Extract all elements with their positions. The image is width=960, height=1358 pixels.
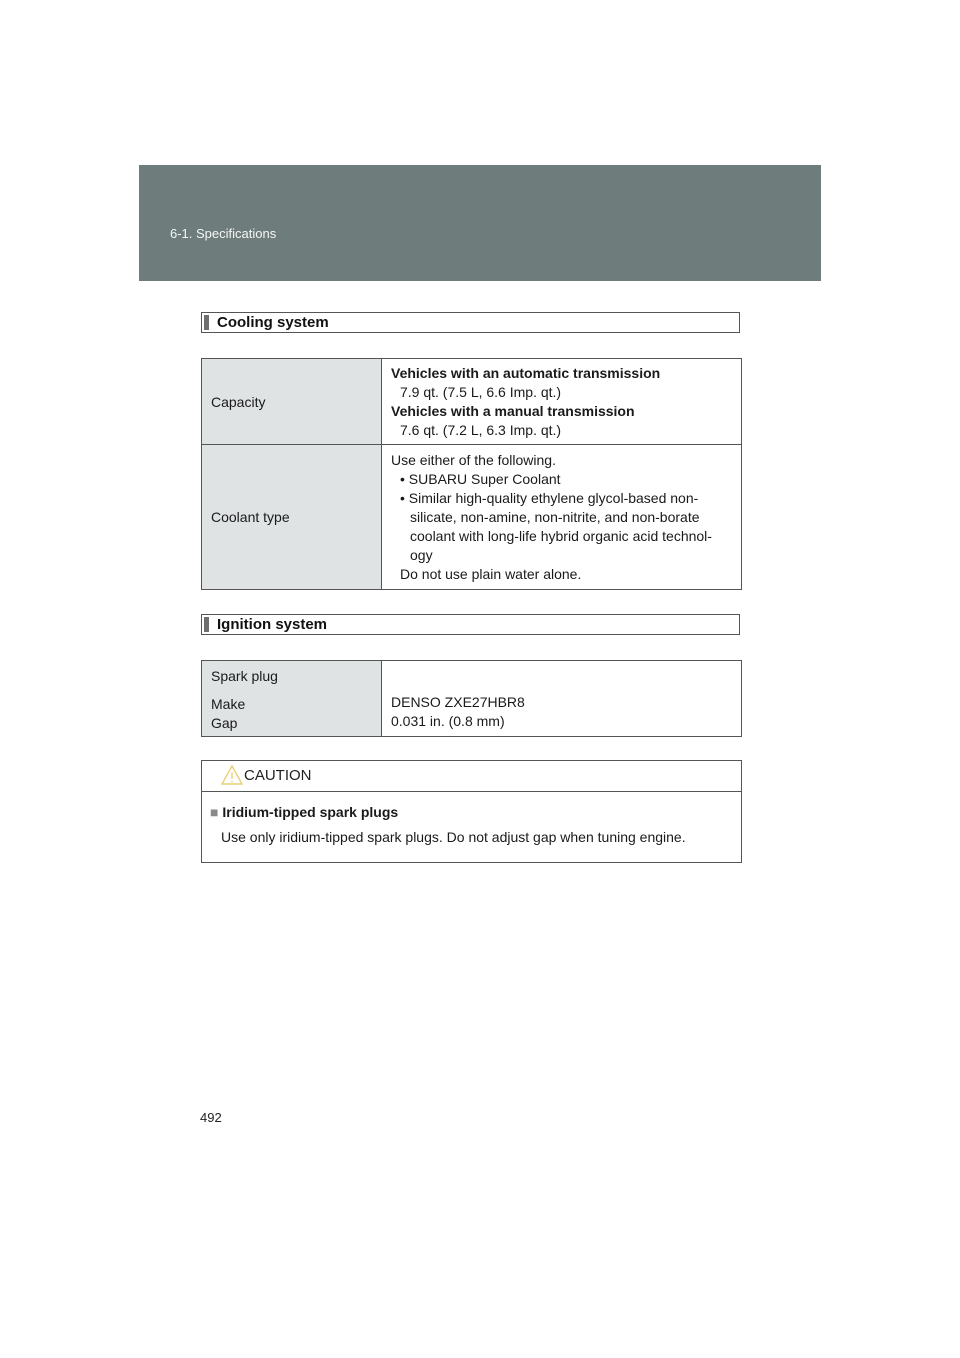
spark-plug-label: Spark plug <box>211 667 278 684</box>
gap-value: 0.031 in. (0.8 mm) <box>391 712 505 729</box>
table-row <box>202 445 742 590</box>
coolant-warning: Do not use plain water alone. <box>400 566 582 582</box>
page-number: 492 <box>200 1110 222 1125</box>
manual-transmission-title: Vehicles with a manual transmission <box>391 403 635 419</box>
caution-label: CAUTION <box>244 767 312 784</box>
capacity-value <box>382 359 742 445</box>
make-value: DENSO ZXE27HBR8 <box>391 693 525 710</box>
chapter-header-band <box>139 165 821 281</box>
coolant-option-2-cont: silicate, non-amine, non-nitrite, and non-borate <box>410 509 700 525</box>
gap-label: Gap <box>211 714 238 731</box>
ignition-system-heading <box>201 614 740 635</box>
coolant-type-value <box>382 445 742 590</box>
warning-triangle-icon <box>221 764 243 786</box>
coolant-option-2-cont: ogy <box>410 547 433 563</box>
coolant-intro: Use either of the following. <box>391 452 556 468</box>
square-bullet-icon: ■ <box>210 804 219 820</box>
coolant-type-label: Coolant type <box>202 445 382 590</box>
manual-transmission-value: 7.6 qt. (7.2 L, 6.3 Imp. qt.) <box>400 422 562 438</box>
coolant-option-2-cont: coolant with long-life hybrid organic acid technol- <box>410 528 712 544</box>
caution-text: Use only iridium-tipped spark plugs. Do not adjust gap when tuning engine. <box>221 829 686 845</box>
coolant-option-2: • Similar high-quality ethylene glycol-based non- <box>400 490 699 506</box>
caution-subheading <box>210 804 398 820</box>
cooling-system-title: Cooling system <box>217 314 329 331</box>
auto-transmission-title: Vehicles with an automatic transmission <box>391 365 661 381</box>
caution-subheading-text: Iridium-tipped spark plugs <box>222 804 399 820</box>
heading-marker-bar <box>204 315 209 330</box>
ignition-system-title: Ignition system <box>217 616 328 633</box>
caution-box <box>201 760 742 863</box>
table-row <box>202 359 742 445</box>
coolant-option-1: • SUBARU Super Coolant <box>400 471 561 487</box>
breadcrumb: 6-1. Specifications <box>170 226 277 241</box>
make-label: Make <box>211 695 246 712</box>
spark-plug-label-cell <box>202 661 382 737</box>
cooling-system-table <box>201 358 742 590</box>
table-row <box>202 661 742 737</box>
capacity-label: Capacity <box>202 359 382 445</box>
auto-transmission-value: 7.9 qt. (7.5 L, 6.6 Imp. qt.) <box>400 384 562 400</box>
caution-header <box>202 761 741 792</box>
heading-marker-bar <box>204 617 209 632</box>
ignition-system-table <box>201 660 742 737</box>
cooling-system-heading <box>201 312 740 333</box>
spark-plug-value-cell <box>382 661 742 737</box>
